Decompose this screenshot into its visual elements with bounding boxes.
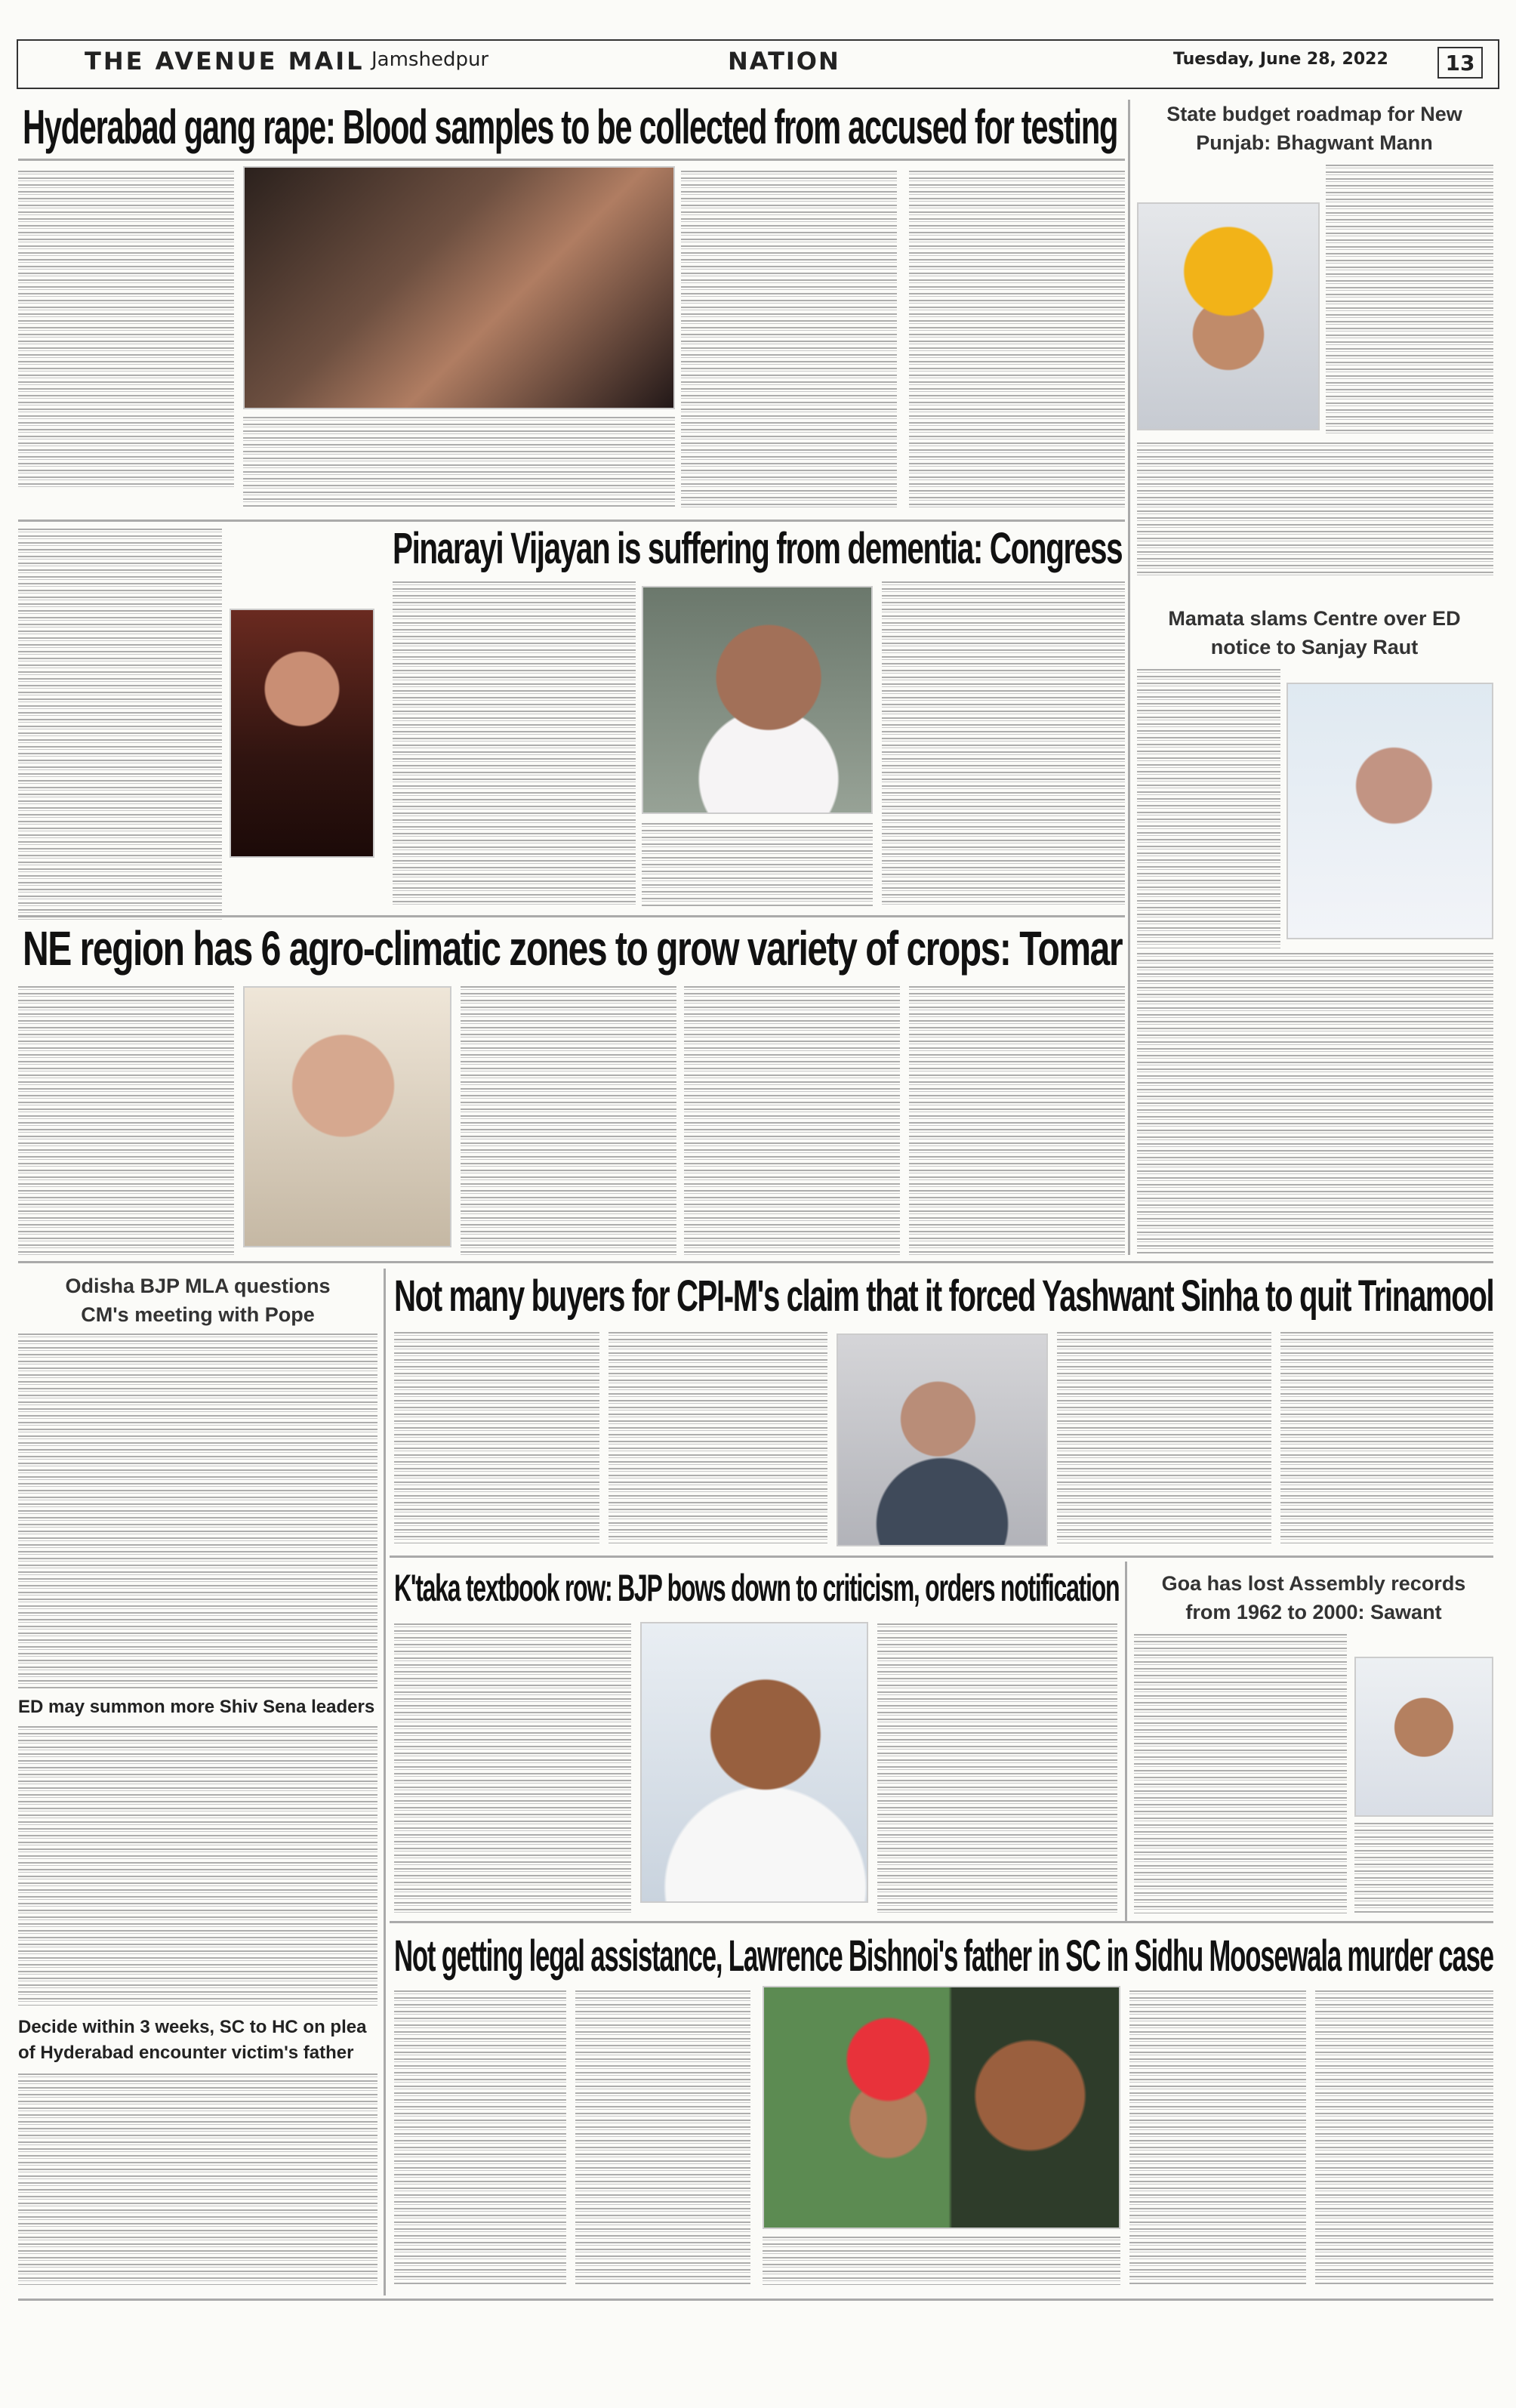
hyderabad-text-col1	[18, 171, 234, 488]
sc-headline	[18, 2015, 377, 2066]
pinarayi-text-col2	[642, 823, 873, 906]
mamata-headline-line1: Mamata slams Centre over ED	[1168, 607, 1461, 630]
sinha-headline: Not many buyers for CPI-M's claim that it forced Yashwant Sinha to quit Trinamool	[394, 1272, 1494, 1321]
goa-text-col1	[1134, 1634, 1347, 1913]
ed-headline: ED may summon more Shiv Sena leaders	[18, 1697, 375, 1717]
bishnoi-text-col3	[1129, 1990, 1306, 2285]
column-divider	[1125, 1562, 1127, 1921]
goa-headline	[1134, 1569, 1493, 1626]
paper-name: THE AVENUE MAIL	[85, 47, 365, 76]
left-text-col1	[18, 529, 222, 921]
sinha-text-col4	[1280, 1332, 1493, 1543]
odisha-text	[18, 1333, 377, 1688]
sinha-text-col3	[1057, 1332, 1271, 1543]
hyderabad-text-col4	[909, 171, 1125, 510]
odisha-headline	[18, 1272, 377, 1329]
mamata-headline-line2: notice to Sanjay Raut	[1210, 636, 1419, 658]
column-divider	[384, 1269, 386, 2295]
pinarayi-text-col3	[882, 581, 1125, 906]
bishnoi-text-col1	[394, 1990, 566, 2285]
odisha-headline-line1: Odisha BJP MLA questions	[65, 1275, 331, 1297]
gowda-photo	[640, 1622, 868, 1903]
divider	[18, 1261, 1493, 1263]
hyderabad-headline: Hyderabad gang rape: Blood samples to be collected from accused for testing	[23, 100, 1118, 154]
section-name: NATION	[728, 47, 840, 76]
paper-city: Jamshedpur	[371, 48, 489, 71]
ktaka-text-col1	[394, 1623, 631, 1913]
punjab-headline-line1: State budget roadmap for New	[1166, 103, 1462, 125]
divider	[390, 1921, 1493, 1923]
hyderabad-photo	[243, 166, 675, 409]
mamata-photo	[1286, 683, 1493, 939]
punjab-headline-line2: Punjab: Bhagwant Mann	[1196, 131, 1433, 154]
odisha-headline-line2: CM's meeting with Pope	[81, 1303, 315, 1326]
goa-text-col2	[1354, 1823, 1493, 1913]
bishnoi-text-under-photo	[763, 2237, 1120, 2285]
ed-text	[18, 1726, 377, 2006]
hyderabad-text-col3	[681, 171, 897, 510]
hyderabad-text-col2	[243, 417, 675, 507]
divider	[18, 520, 1125, 522]
punjab-text-bottom	[1137, 442, 1493, 578]
bishnoi-text-col4	[1315, 1990, 1493, 2285]
tomar-headline: NE region has 6 agro-climatic zones to grow variety of crops: Tomar	[23, 921, 1123, 976]
mann-photo	[1137, 202, 1320, 430]
divider	[18, 915, 1125, 917]
page-number: 13	[1437, 47, 1483, 79]
mamata-headline	[1137, 604, 1492, 661]
goa-headline-line1: Goa has lost Assembly records	[1161, 1572, 1466, 1595]
ktaka-text-col2	[877, 1623, 1117, 1913]
tomar-text-col3	[684, 986, 900, 1255]
tomar-text-col1	[18, 986, 234, 1255]
page-bottom-rule	[18, 2299, 1493, 2301]
bishnoi-headline: Not getting legal assistance, Lawrence Bishnoi's father in SC in Sidhu Moosewala murder case	[394, 1932, 1493, 1981]
punjab-text-col	[1326, 165, 1493, 436]
pinarayi-text-col1	[393, 581, 636, 906]
issue-date: Tuesday, June 28, 2022	[1173, 50, 1388, 69]
tomar-text-col2	[461, 986, 676, 1255]
ktaka-headline: K'taka textbook row: BJP bows down to criticism, orders notification	[394, 1567, 1120, 1609]
column-divider	[1128, 100, 1130, 1255]
mamata-text-col1	[1137, 669, 1280, 948]
sc-text	[18, 2073, 377, 2285]
sc-headline-line1: Decide within 3 weeks, SC to HC on plea	[18, 2017, 367, 2037]
pinarayi-headline: Pinarayi Vijayan is suffering from dementia: Congress	[393, 524, 1123, 573]
punjab-headline	[1137, 100, 1492, 157]
pinarayi-photo	[642, 586, 873, 814]
mamata-text-bottom	[1137, 953, 1493, 1255]
sc-headline-line2: of Hyderabad encounter victim's father	[18, 2043, 354, 2063]
sawant-photo	[1354, 1657, 1493, 1817]
divider	[390, 1555, 1493, 1558]
tomar-text-col4	[909, 986, 1125, 1255]
moosewala-bishnoi-photo	[763, 1986, 1120, 2229]
tomar-photo	[243, 986, 451, 1247]
bishnoi-text-col2	[575, 1990, 750, 2285]
sinha-photo	[837, 1333, 1048, 1546]
divider	[18, 159, 1125, 161]
actress-photo	[230, 609, 374, 858]
goa-headline-line2: from 1962 to 2000: Sawant	[1185, 1601, 1442, 1623]
sinha-text-col1	[394, 1332, 599, 1543]
sinha-text-col2	[609, 1332, 827, 1543]
masthead	[17, 39, 1499, 89]
